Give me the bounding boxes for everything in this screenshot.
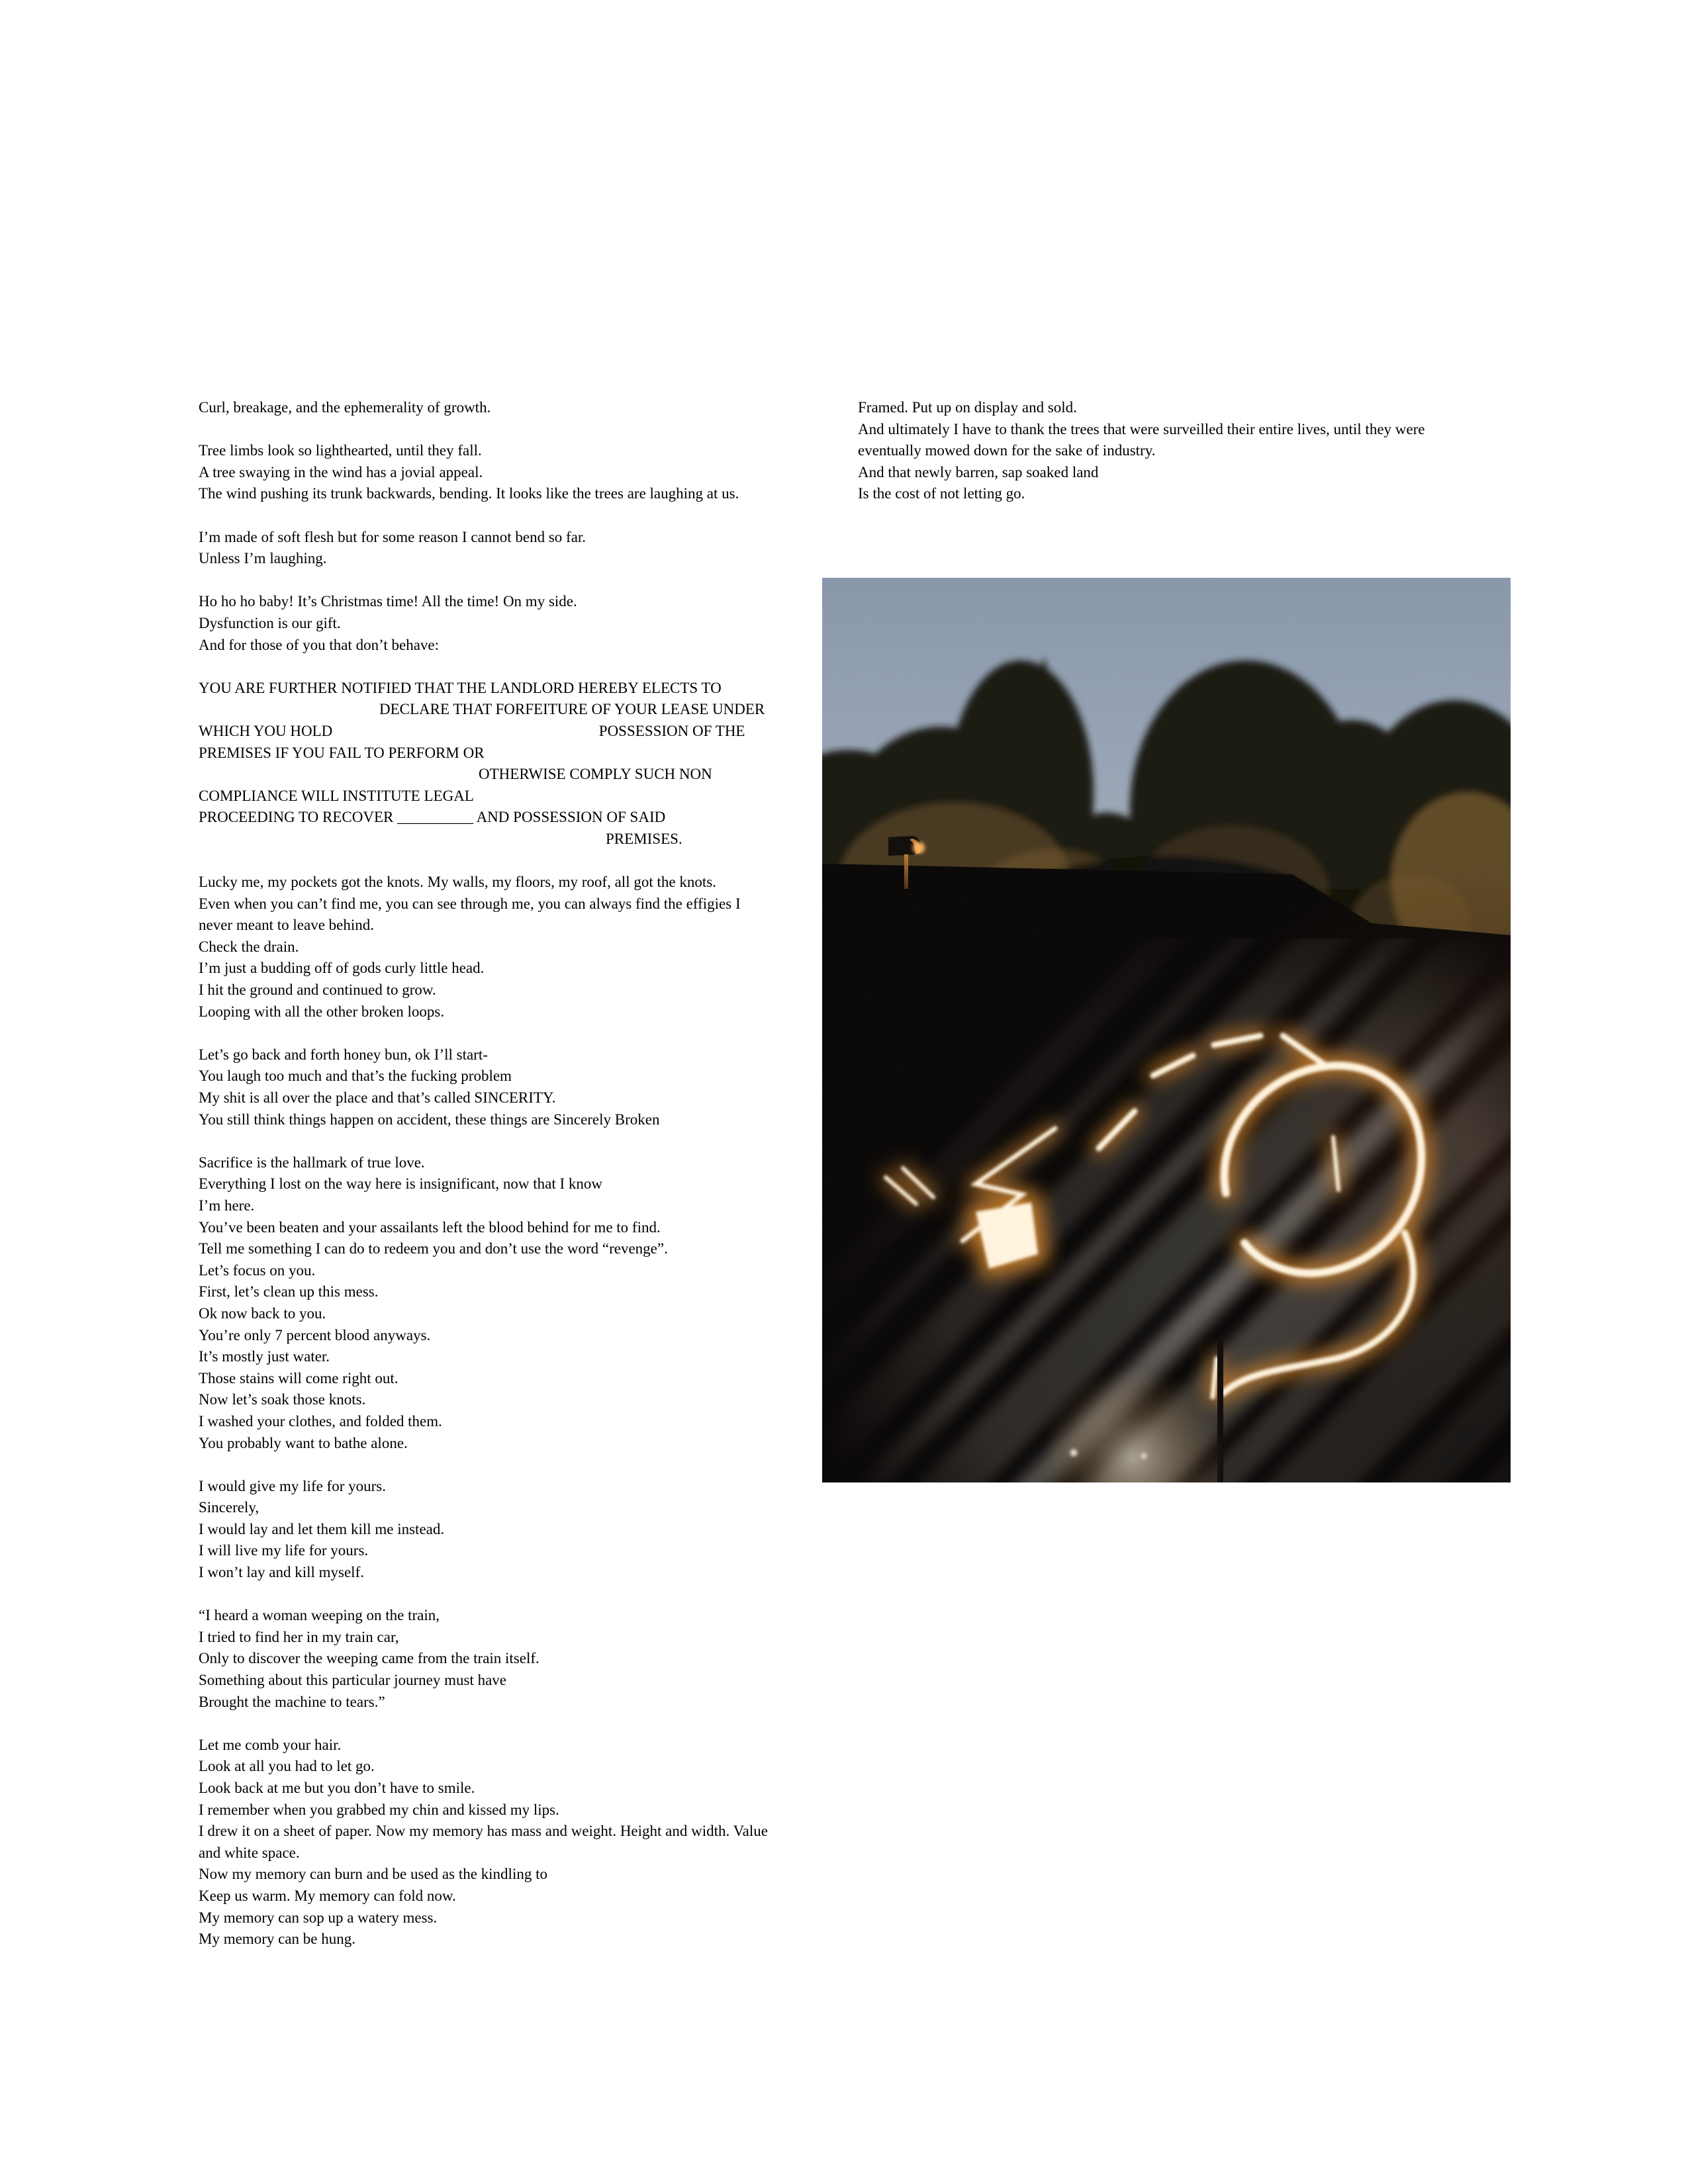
poem-line [199,656,827,678]
poem-line: COMPLIANCE WILL INSTITUTE LEGAL [199,787,474,804]
poem-line: I hit the ground and continued to grow. [199,981,436,999]
poem-line: Sacrifice is the hallmark of true love. [199,1154,425,1171]
poem-line [199,1023,827,1044]
poem-line: I washed your clothes, and folded them. [199,1412,442,1430]
poem-line: I’m just a budding off of gods curly little head. [199,960,485,977]
poem-line: Now my memory can burn and be used as the kindling to [199,1866,547,1883]
poem-line: YOU ARE FURTHER NOTIFIED THAT THE LANDLORD HEREBY ELECTS TO [199,679,722,696]
poem-line: Let me comb your hair. [199,1736,342,1753]
poem-line: Framed. Put up on display and sold. [858,399,1077,416]
poem-line: Let’s go back and forth honey bun, ok I’ll start- [199,1046,488,1063]
poem-line: I won’t lay and kill myself. [199,1564,364,1581]
poem-line: I drew it on a sheet of paper. Now my memory has mass and weight. Height and width. Value [199,1823,768,1840]
poem-line: My shit is all over the place and that’s called SINCERITY. [199,1089,556,1106]
poem-line: DECLARE THAT FORFEITURE OF YOUR LEASE UNDER [379,701,765,718]
poem-line: I’m here. [199,1197,255,1214]
poem-line [199,419,827,441]
photo-grain [822,578,1511,1482]
poem-line: I will live my life for yours. [199,1542,369,1559]
poem-line [199,1130,827,1152]
poem-line: Lucky me, my pockets got the knots. My walls, my floors, my roof, all got the knots. [199,874,716,891]
left-poem-column [199,397,827,1950]
poem-line: Let’s focus on you. [199,1261,316,1279]
poem-line: Looping with all the other broken loops. [199,1003,445,1020]
right-poem-column [858,397,1533,527]
poem-line: Keep us warm. My memory can fold now. [199,1887,456,1904]
poem-line [199,1454,827,1476]
poem-line [199,1584,827,1606]
poem-line: Something about this particular journey must have [199,1672,507,1689]
poem-line: PREMISES. [606,830,682,847]
poem-line [199,505,827,527]
poem-line [199,570,827,592]
poem-line: Is the cost of not letting go. [858,485,1025,502]
night-photo-canvas [822,578,1511,1482]
poem-line: WHICH YOU HOLD POSSESSION OF THE [199,722,745,739]
poem-line: My memory can be hung. [199,1931,355,1948]
poem-line: Brought the machine to tears.” [199,1693,385,1710]
poem-line: And that newly barren, sap soaked land [858,463,1099,480]
poem-line: The wind pushing its trunk backwards, bending. It looks like the trees are laughing at us. [199,485,739,502]
poem-line: and white space. [199,1844,300,1861]
poem-line: Sincerely, [199,1499,259,1516]
poem-line: Even when you can’t find me, you can see through me, you can always find the effigies I [199,895,741,912]
poem-line: Check the drain. [199,938,299,955]
poem-line: “I heard a woman weeping on the train, [199,1607,440,1624]
poem-line: Tree limbs look so lighthearted, until they fall. [199,442,482,459]
poem-line: I would lay and let them kill me instead. [199,1520,445,1537]
poem-line: Now let’s soak those knots. [199,1391,366,1408]
poem-line: Unless I’m laughing. [199,550,327,567]
poem-line: Only to discover the weeping came from the train itself. [199,1650,539,1667]
poem-line: I’m made of soft flesh but for some reason I cannot bend so far. [199,528,586,545]
poem-line: OTHERWISE COMPLY SUCH NON [479,766,712,783]
poem-line: First, let’s clean up this mess. [199,1283,379,1300]
poem-line: You still think things happen on accident, these things are Sincerely Broken [199,1111,660,1128]
poem-line [199,850,827,872]
poem-line: Look at all you had to let go. [199,1758,375,1775]
poem-line: I tried to find her in my train car, [199,1628,399,1645]
poem-line: You laugh too much and that’s the fucking problem [199,1068,512,1085]
night-photo [822,578,1511,1482]
poem-line: Ok now back to you. [199,1304,326,1322]
poem-line: You probably want to bathe alone. [199,1434,408,1451]
poem-line: Ho ho ho baby! It’s Christmas time! All the time! On my side. [199,593,577,610]
poem-line: Curl, breakage, and the ephemerality of growth. [199,399,491,416]
poem-line [199,1713,827,1735]
poem-line: You’ve been beaten and your assailants left the blood behind for me to find. [199,1218,661,1236]
poem-line: Look back at me but you don’t have to smile. [199,1780,475,1796]
poem-line: You’re only 7 percent blood anyways. [199,1326,431,1343]
poem-line: never meant to leave behind. [199,917,375,934]
poem-line: A tree swaying in the wind has a jovial appeal. [199,463,483,480]
poem-line: And ultimately I have to thank the trees that were surveilled their entire lives, until they were [858,420,1425,437]
poem-line: PREMISES IF YOU FAIL TO PERFORM OR [199,744,485,761]
poem-line: PROCEEDING TO RECOVER __________ AND POSSESSION OF SAID [199,809,666,826]
poem-line: Tell me something I can do to redeem you and don’t use the word “revenge”. [199,1240,668,1257]
poem-line: I would give my life for yours. [199,1477,386,1494]
poem-line: I remember when you grabbed my chin and kissed my lips. [199,1801,559,1818]
poem-line: Everything I lost on the way here is insignificant, now that I know [199,1175,603,1193]
poem-line: Dysfunction is our gift. [199,614,341,631]
poem-line: It’s mostly just water. [199,1348,330,1365]
poem-line [858,505,1533,527]
poem-line: My memory can sop up a watery mess. [199,1909,438,1926]
poem-line: And for those of you that don’t behave: [199,636,440,653]
poem-line: Those stains will come right out. [199,1369,399,1387]
poem-line: eventually mowed down for the sake of industry. [858,442,1156,459]
